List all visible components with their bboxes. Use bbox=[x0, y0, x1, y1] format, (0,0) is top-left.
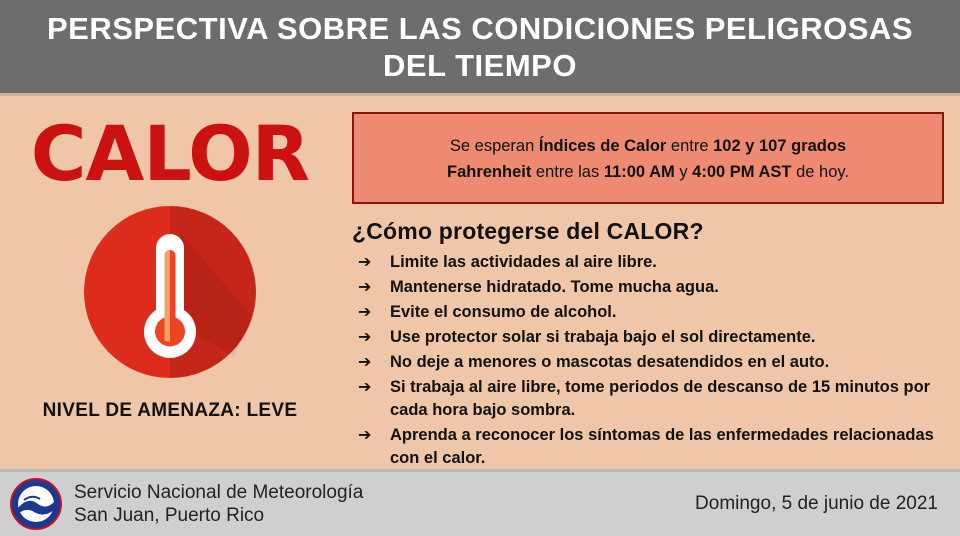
agency-name-line1: Servicio Nacional de Meteorología bbox=[74, 482, 364, 503]
list-item bbox=[352, 251, 944, 274]
nws-logo-icon bbox=[10, 478, 62, 530]
details-panel bbox=[352, 112, 944, 486]
alert-line2-bold3: 4:00 PM AST bbox=[692, 163, 792, 181]
list-item-label: Use protector solar si trabaja bajo el sol directamente. bbox=[390, 328, 816, 346]
alert-line1-bold2: 102 y 107 grados bbox=[713, 137, 847, 155]
list-item bbox=[352, 326, 944, 349]
alert-box bbox=[352, 112, 944, 204]
threat-level-label: NIVEL DE AMENAZA: LEVE bbox=[42, 400, 298, 421]
list-item-label: Mantenerse hidratado. Tome mucha agua. bbox=[390, 278, 719, 296]
thermometer-icon bbox=[84, 206, 256, 378]
issue-date: Domingo, 5 de junio de 2021 bbox=[695, 493, 938, 514]
list-item bbox=[352, 424, 944, 470]
alert-line1-pre: Se esperan bbox=[449, 137, 539, 155]
page-title: PERSPECTIVA SOBRE LAS CONDICIONES PELIGROSAS DEL TIEMPO bbox=[46, 10, 913, 83]
poster-header bbox=[0, 0, 960, 96]
alert-line2-mid2: y bbox=[674, 163, 693, 181]
alert-line1-mid: entre bbox=[666, 137, 714, 155]
list-item-label: Si trabaja al aire libre, tome periodos de descanso de 15 minutos por cada hora bajo sombra. bbox=[390, 378, 931, 419]
agency-name-line2: San Juan, Puerto Rico bbox=[74, 505, 265, 526]
alert-line2-end: de hoy. bbox=[791, 163, 849, 181]
arrow-right-icon: ➔ bbox=[358, 304, 372, 321]
list-item bbox=[352, 276, 944, 299]
arrow-right-icon: ➔ bbox=[358, 354, 372, 371]
list-item bbox=[352, 351, 944, 374]
list-item-label: Aprenda a reconocer los síntomas de las enfermedades relacionadas con el calor. bbox=[390, 426, 934, 467]
poster-footer bbox=[0, 469, 960, 536]
arrow-right-icon: ➔ bbox=[358, 254, 372, 271]
thermometer-glyph bbox=[84, 206, 256, 378]
list-item-label: Limite las actividades al aire libre. bbox=[390, 253, 657, 271]
list-item bbox=[352, 301, 944, 324]
arrow-right-icon: ➔ bbox=[358, 427, 372, 444]
list-item-label: Evite el consumo de alcohol. bbox=[390, 303, 617, 321]
alert-line2-bold2: 11:00 AM bbox=[603, 163, 675, 181]
list-item-label: No deje a menores o mascotas desatendidos en el auto. bbox=[390, 353, 830, 371]
alert-line2-bold1: Fahrenheit bbox=[446, 163, 532, 181]
list-item bbox=[352, 376, 944, 422]
arrow-right-icon: ➔ bbox=[358, 379, 372, 396]
nws-logo-glyph bbox=[10, 478, 62, 530]
alert-text bbox=[447, 133, 849, 185]
hazard-summary-panel bbox=[0, 96, 340, 468]
hazard-type-label: CALOR bbox=[30, 109, 310, 198]
alert-line2-mid: entre las bbox=[531, 163, 604, 181]
alert-line1-bold1: Índices de Calor bbox=[538, 137, 667, 155]
agency-name bbox=[74, 481, 363, 527]
arrow-right-icon: ➔ bbox=[358, 279, 372, 296]
protection-section-title: ¿Cómo protegerse del CALOR? bbox=[352, 218, 704, 244]
arrow-right-icon: ➔ bbox=[358, 329, 372, 346]
protection-tips-list bbox=[352, 251, 944, 470]
